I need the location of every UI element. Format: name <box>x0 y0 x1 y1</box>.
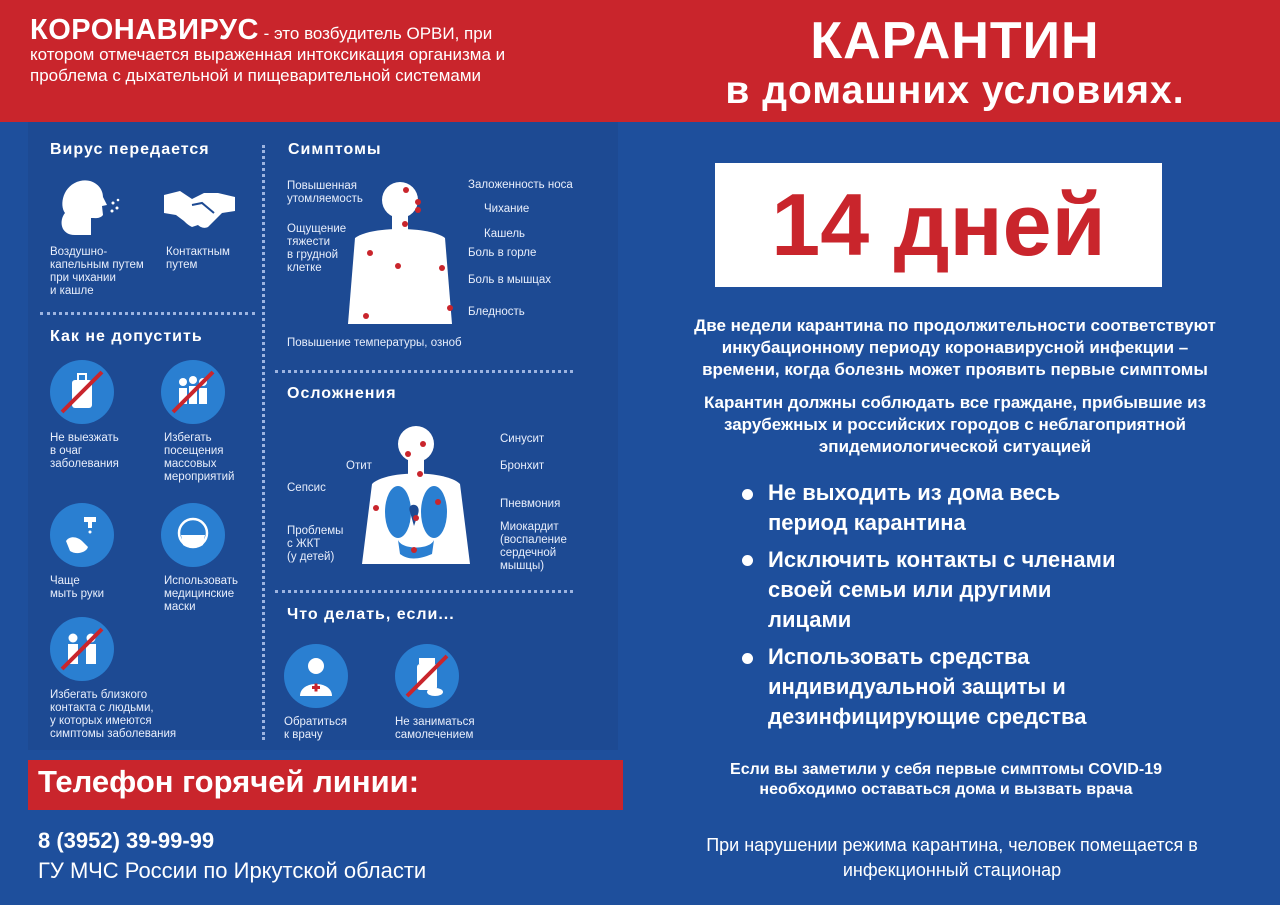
incubation-line-3: времени, когда болезнь может проявить первые симптомы <box>702 360 1208 379</box>
fatigue-line-2: утомляемость <box>287 193 363 205</box>
no-travel-icon <box>50 360 114 424</box>
crowds-line-2: посещения <box>164 445 224 457</box>
complication-bronchitis: Бронхит <box>500 460 545 472</box>
rule-3-line-2: индивидуальной защиты и <box>768 674 1066 699</box>
no-travel-caption <box>50 432 119 471</box>
myo-line-1: Миокардит <box>500 521 559 533</box>
transmission-airborne-caption <box>50 246 144 298</box>
wash-line-1: Чаще <box>50 575 80 587</box>
airborne-line-4: и кашле <box>50 285 94 297</box>
human-body-complications-icon <box>358 422 473 568</box>
chest-line-2: тяжести <box>287 236 331 248</box>
hotline-organization: ГУ МЧС России по Иркутской области <box>38 858 427 883</box>
virus-definition <box>30 14 630 86</box>
rule-1-bullet <box>742 489 753 500</box>
myo-line-4: мышцы) <box>500 560 545 572</box>
comply-line-3: эпидемиологической ситуацией <box>818 437 1092 456</box>
self-medication-caption <box>395 716 475 742</box>
travel-line-3: заболевания <box>50 458 119 470</box>
close-contact-line-2: контакта с людьми, <box>50 702 154 714</box>
no-crowds-caption <box>164 432 234 484</box>
rule-3-line-1: Использовать средства <box>768 644 1030 669</box>
symptom-nose: Заложенность носа <box>468 179 573 191</box>
complication-pneumonia: Пневмония <box>500 498 561 510</box>
violation-line-1: При нарушении режима карантина, человек помещается в <box>706 835 1198 855</box>
virus-def-line-3: проблема с дыхательной и пищеварительной системами <box>30 66 482 85</box>
panel-divider-horizontal-3 <box>275 590 573 593</box>
airborne-line-1: Воздушно- <box>50 246 108 258</box>
crowds-line-1: Избегать <box>164 432 212 444</box>
quarantine-title <box>640 12 1270 112</box>
gi-line-2: с ЖКТ <box>287 538 321 550</box>
contact-line-1: Контактным <box>166 246 230 258</box>
rule-3-bullet <box>742 653 753 664</box>
hotline-title: Телефон горячей линии: <box>38 764 420 799</box>
doctor-icon <box>284 644 348 708</box>
comply-line-1: Карантин должны соблюдать все граждане, прибывшие из <box>703 393 1207 412</box>
rule-1-line-2: период карантина <box>768 510 966 535</box>
covid-symptoms-notice <box>646 760 1246 800</box>
what-to-do-title: Что делать, если... <box>287 606 455 623</box>
sneezing-person-icon <box>55 175 125 240</box>
symptom-throat: Боль в горле <box>468 247 537 259</box>
symptom-fatigue <box>287 180 363 206</box>
violation-notice <box>652 833 1252 883</box>
complication-gi <box>287 525 343 564</box>
chest-line-1: Ощущение <box>287 223 347 235</box>
symptom-cough: Кашель <box>484 228 526 240</box>
myo-line-2: (воспаление <box>500 534 567 546</box>
covid-notice-line-2: необходимо оставаться дома и вызвать врача <box>759 781 1133 798</box>
masks-line-2: медицинские <box>164 588 235 600</box>
close-contact-line-4: симптомы заболевания <box>50 728 177 740</box>
complications-title: Осложнения <box>287 385 397 402</box>
quarantine-days: 14 дней <box>771 175 1106 274</box>
no-close-contact-icon <box>50 617 114 681</box>
gi-line-1: Проблемы <box>287 525 344 537</box>
rule-3-line-3: дезинфицирующие средства <box>768 704 1087 729</box>
hand-wash-caption <box>50 575 104 601</box>
symptom-muscle: Боль в мышцах <box>468 274 552 286</box>
rule-2-line-2: своей семьи или другими <box>768 577 1052 602</box>
travel-line-1: Не выезжать <box>50 432 119 444</box>
virus-def-line-1: - это возбудитель ОРВИ, при <box>258 24 493 43</box>
symptom-fever: Повышение температуры, озноб <box>287 337 462 349</box>
complication-otitis: Отит <box>346 460 372 472</box>
hand-wash-icon <box>50 503 114 567</box>
chest-line-3: в грудной <box>287 249 339 261</box>
quarantine-title-line-1: КАРАНТИН <box>810 12 1100 70</box>
chest-line-4: клетке <box>287 262 322 274</box>
myo-line-3: сердечной <box>500 547 557 559</box>
incubation-line-1: Две недели карантина по продолжительности соответствуют <box>694 316 1216 335</box>
close-contact-line-3: у которых имеются <box>50 715 152 727</box>
virus-def-line-2: котором отмечается выраженная интоксикация организма и <box>30 45 506 64</box>
panel-divider-vertical <box>262 145 265 740</box>
rule-1 <box>768 478 1060 538</box>
contact-line-2: путем <box>166 259 198 271</box>
symptom-chest <box>287 223 346 275</box>
crowds-line-4: мероприятий <box>164 471 235 483</box>
no-close-contact-caption <box>50 689 176 741</box>
symptom-pallor: Бледность <box>468 306 525 318</box>
self-med-line-1: Не заниматься <box>395 716 475 728</box>
gi-line-3: (у детей) <box>287 551 335 563</box>
complication-sinusitis: Синусит <box>500 433 545 445</box>
handshake-icon <box>162 185 237 230</box>
travel-line-2: в очаг <box>50 445 83 457</box>
close-contact-line-1: Избегать близкого <box>50 689 148 701</box>
rule-2-line-1: Исключить контакты с членами <box>768 547 1116 572</box>
who-must-comply-paragraph <box>655 392 1255 458</box>
panel-divider-horizontal-1 <box>40 312 255 315</box>
transmission-title: Вирус передается <box>50 141 210 158</box>
rule-2-bullet <box>742 555 753 566</box>
symptom-sneeze: Чихание <box>484 203 530 215</box>
no-crowds-icon <box>161 360 225 424</box>
complication-myocarditis <box>500 521 567 573</box>
quarantine-title-line-2: в домашних условиях. <box>725 69 1185 112</box>
no-self-medication-icon <box>395 644 459 708</box>
medical-mask-caption <box>164 575 238 614</box>
covid-notice-line-1: Если вы заметили у себя первые симптомы COVID-19 <box>730 761 1162 778</box>
comply-line-2: зарубежных и российских городов с неблагоприятной <box>724 415 1186 434</box>
hotline-phone[interactable]: 8 (3952) 39-99-99 <box>38 828 215 853</box>
transmission-contact-caption <box>166 246 230 272</box>
rule-1-line-1: Не выходить из дома весь <box>768 480 1061 505</box>
self-med-line-2: самолечением <box>395 729 474 741</box>
masks-line-3: маски <box>164 601 196 613</box>
airborne-line-3: при чихании <box>50 272 116 284</box>
rule-2-line-3: лицами <box>768 607 852 632</box>
rule-3 <box>768 642 1086 732</box>
doctor-line-1: Обратиться <box>284 716 347 728</box>
masks-line-1: Использовать <box>164 575 239 587</box>
fatigue-line-1: Повышенная <box>287 180 357 192</box>
virus-word: КОРОНАВИРУС <box>30 14 259 46</box>
rule-2 <box>768 545 1115 635</box>
incubation-line-2: инкубационному периоду коронавирусной инфекции – <box>721 338 1189 357</box>
complication-sepsis: Сепсис <box>287 482 326 494</box>
airborne-line-2: капельным путем <box>50 259 144 271</box>
wash-line-2: мыть руки <box>50 588 105 600</box>
panel-divider-horizontal-2 <box>275 370 573 373</box>
doctor-caption <box>284 716 347 742</box>
doctor-line-2: к врачу <box>284 729 323 741</box>
violation-line-2: инфекционный стационар <box>842 860 1062 880</box>
medical-mask-icon <box>161 503 225 567</box>
crowds-line-3: массовых <box>164 458 217 470</box>
prevention-title: Как не допустить <box>50 328 203 345</box>
symptoms-title: Симптомы <box>288 141 382 158</box>
incubation-paragraph <box>655 315 1255 381</box>
